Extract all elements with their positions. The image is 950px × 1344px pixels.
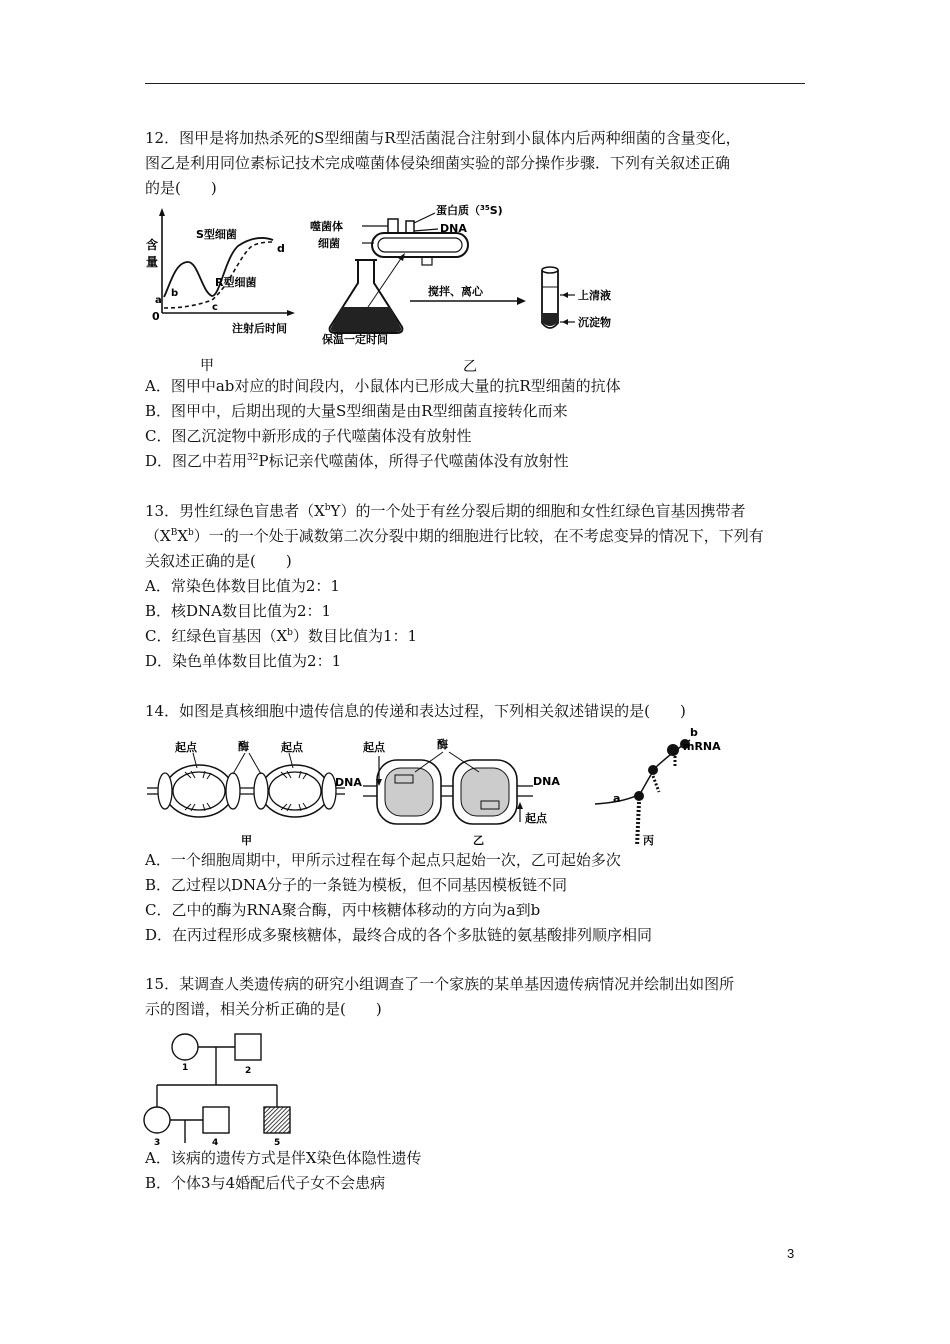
figure-jia-bacteria-curve bbox=[140, 200, 300, 375]
pedigree-affected-male-5 bbox=[264, 1107, 290, 1133]
pedigree-label-2: 2 bbox=[245, 1066, 252, 1076]
q15-stem-line-1: 15．某调查人类遗传病的研究小组调查了一个家族的某单基因遗传病情况并绘制出如图所 bbox=[145, 975, 735, 993]
pedigree-label-5: 5 bbox=[274, 1138, 281, 1145]
jia-point-d: d bbox=[277, 242, 285, 255]
q12-option-d: D．图乙中若用$^{32}$P标记亲代噬菌体，所得子代噬菌体没有放射性 bbox=[145, 452, 569, 470]
yi-incubate-label: 保温一定时间 bbox=[322, 333, 388, 346]
q15-option-b: B．个体3与4婚配后代子女不会患病 bbox=[145, 1174, 386, 1192]
yi-phage-label: 噬菌体 bbox=[310, 220, 343, 233]
figure-yi-phage-experiment bbox=[310, 195, 650, 375]
jia-caption: 甲 bbox=[200, 358, 214, 374]
q12-stem-line-2: 图乙是利用同位素标记技术完成噬菌体侵染细菌实验的部分操作步骤．下列有关叙述正确 bbox=[145, 154, 731, 172]
yi-bacteria-label: 细菌 bbox=[318, 237, 340, 250]
q14-yi-dna: DNA bbox=[533, 775, 560, 788]
q14-panel-jia bbox=[147, 739, 362, 847]
q12-stem-line-3: 的是( ) bbox=[145, 179, 217, 197]
pedigree-female-3 bbox=[144, 1107, 170, 1133]
q14-jia-origin-1: 起点 bbox=[175, 741, 197, 754]
pedigree-label-4: 4 bbox=[212, 1138, 219, 1145]
yi-protein-label: 蛋白质（$^{35}$S) bbox=[436, 204, 503, 217]
q14-yi-caption: 乙 bbox=[473, 834, 484, 847]
jia-point-b: b bbox=[171, 288, 179, 299]
q14-yi-origin-1: 起点 bbox=[363, 741, 385, 754]
q14-yi-origin-2: 起点 bbox=[525, 812, 547, 825]
jia-point-a: a bbox=[155, 295, 162, 306]
q14-option-b: B．乙过程以DNA分子的一条链为模板，但不同基因模板链不同 bbox=[145, 876, 568, 894]
yi-dna-label: DNA bbox=[440, 222, 467, 235]
jia-xlabel: 注射后时间 bbox=[232, 322, 287, 335]
yi-caption: 乙 bbox=[463, 359, 477, 375]
jia-origin: 0 bbox=[152, 310, 160, 323]
q13-option-c: C．红绿色盲基因$(X^b)$数目比值为1：1 bbox=[145, 627, 418, 645]
q15-option-a: A．该病的遗传方式是伴X染色体隐性遗传 bbox=[145, 1149, 422, 1167]
q14-bing-b: b bbox=[690, 726, 698, 739]
q12-stem-line-1: 12．图甲是将加热杀死的S型细菌与R型活菌混合注射到小鼠体内后两种细菌的含量变化， bbox=[145, 129, 741, 147]
jia-r-label: R型细菌 bbox=[215, 276, 257, 289]
q14-bing-a: a bbox=[613, 792, 621, 805]
q14-yi-enzyme: 酶 bbox=[437, 738, 448, 751]
pedigree-male-4 bbox=[203, 1107, 229, 1133]
yi-precipitate-label: 沉淀物 bbox=[578, 316, 611, 329]
q13-option-b: B．核DNA数目比值为2：1 bbox=[145, 602, 332, 620]
q14-option-c: C．乙中的酶为RNA聚合酶，丙中核糖体移动的方向为a到b bbox=[145, 901, 541, 919]
page-number: 3 bbox=[787, 1246, 795, 1261]
q13-option-a: A．常染色体数目比值为2：1 bbox=[145, 577, 340, 595]
pedigree-label-1: 1 bbox=[182, 1063, 189, 1073]
q14-jia-origin-2: 起点 bbox=[281, 741, 303, 754]
q14-option-d: D．在丙过程形成多聚核糖体，最终合成的各个多肽链的氨基酸排列顺序相同 bbox=[145, 926, 653, 944]
q13-option-d: D．染色单体数目比值为2：1 bbox=[145, 652, 342, 670]
yi-centrifuge-label: 搅拌、离心 bbox=[428, 285, 483, 298]
q14-stem: 14．如图是真核细胞中遗传信息的传递和表达过程，下列相关叙述错误的是( ) bbox=[145, 702, 686, 720]
pedigree-male-2 bbox=[235, 1034, 261, 1060]
q14-bing-mrna: mRNA bbox=[683, 740, 721, 753]
figure-q14-replication-transcription-translation bbox=[145, 726, 745, 850]
q13-stem-line-1: 13．男性红绿色盲患者$(X^bY)$的一个处于有丝分裂后期的细胞和女性红绿色盲基因携带者 bbox=[145, 502, 746, 520]
jia-ylabel-1: 含 bbox=[146, 238, 159, 252]
header-rule bbox=[145, 83, 805, 84]
jia-ylabel-2: 量 bbox=[146, 255, 159, 269]
jia-s-label: S型细菌 bbox=[196, 228, 237, 241]
q13-stem-line-3: 关叙述正确的是( ) bbox=[145, 552, 292, 570]
q14-bing-caption: 丙 bbox=[643, 834, 654, 847]
jia-point-c: c bbox=[212, 302, 218, 313]
q12-option-b: B．图甲中，后期出现的大量S型细菌是由R型细菌直接转化而来 bbox=[145, 402, 568, 420]
pedigree-female-1 bbox=[172, 1034, 198, 1060]
pedigree-label-3: 3 bbox=[154, 1138, 161, 1145]
q14-option-a: A．一个细胞周期中，甲所示过程在每个起点只起始一次，乙可起始多次 bbox=[145, 851, 621, 869]
q14-jia-caption: 甲 bbox=[241, 834, 252, 847]
q14-panel-yi bbox=[363, 737, 560, 847]
q14-jia-dna: DNA bbox=[335, 776, 362, 789]
q12-option-c: C．图乙沉淀物中新形成的子代噬菌体没有放射性 bbox=[145, 427, 472, 445]
q14-jia-enzyme: 酶 bbox=[238, 740, 249, 753]
q14-panel-bing bbox=[595, 726, 721, 847]
q15-stem-line-2: 示的图谱，相关分析正确的是( ) bbox=[145, 1000, 382, 1018]
q12-option-a: A．图甲中ab对应的时间段内，小鼠体内已形成大量的抗R型细菌的抗体 bbox=[145, 377, 621, 395]
yi-supernatant-label: 上清液 bbox=[578, 289, 611, 302]
q13-stem-line-2: $(X^BX^b)$一的一个处于减数第二次分裂中期的细胞进行比较，在不考虑变异的情况下，下列有 bbox=[145, 527, 764, 545]
figure-q15-pedigree bbox=[140, 1025, 300, 1145]
